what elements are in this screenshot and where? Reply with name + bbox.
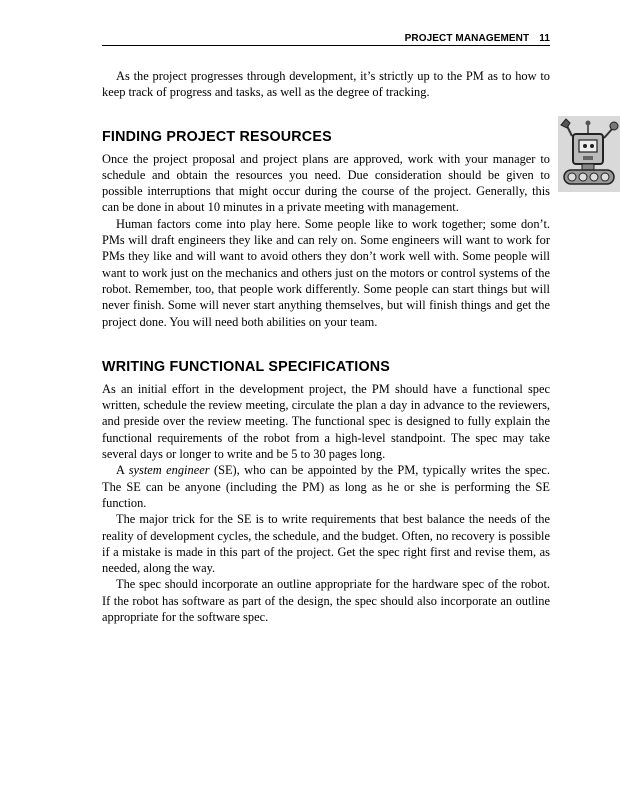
robot-icon [558, 116, 620, 192]
spec-text: (SE), who can be appointed by the PM, typically writes the spec. The SE can be anyone (including the PM) as long as he or she is performing the SE function. [102, 463, 550, 510]
resources-paragraph: Once the project proposal and project plans are approved, work with your manager to schedule and obtain the resources you need. Due consideration should be given to possible interruptions that might occur during the course of the project. Generally, this can be done in about 10 minutes in a private meeting with management. [102, 151, 550, 215]
spec-paragraph: As an initial effort in the development project, the PM should have a functional spec written, schedule the review meeting, circulate the plan a day in advance to the reviewers, and preside over the review meeting. The functional spec is designed to fully explain the functional requirements of the robot from a high-level standpoint. The spec may take several days or longer to write and be 5 to 30 pages long. [102, 381, 550, 462]
resources-paragraph: Human factors come into play here. Some people like to work together; some don’t. PMs will draft engineers they like and can rely on. Some engineers will want to work for PMs they like and will want to avoid others they don’t work well with. Some people will want to work just on the mechanics and others just on the motors or control systems of the robot. Remember, too, that people work differently. Some people can start things but will never finish. Some will never start anything themselves, but will finish things and get the project done. You will need both abilities on your team. [102, 216, 550, 329]
spec-paragraph: The major trick for the SE is to write requirements that best balance the needs of the reality of development cycles, the schedule, and the budget. Often, no recovery is possible if a mistake is made in this part of the project. Get the spec right first and revise them, as needed, along the way. [102, 512, 550, 576]
spec-text: A [116, 463, 129, 478]
intro-paragraph: As the project progresses through development, it’s strictly up to the PM as to how to keep track of progress and tasks, as well as the degree of tracking. [102, 69, 550, 100]
spec-paragraph-se [102, 462, 550, 511]
header-rule [102, 45, 550, 46]
running-title: PROJECT MANAGEMENT [404, 33, 530, 44]
term-system-engineer: system engineer [128, 463, 210, 478]
page-number: 11 [539, 33, 550, 44]
running-head [102, 33, 550, 45]
section-heading-specifications: WRITING FUNCTIONAL SPECIFICATIONS [102, 358, 391, 375]
section-heading-resources: FINDING PROJECT RESOURCES [102, 128, 332, 145]
spec-paragraph: The spec should incorporate an outline appropriate for the hardware spec of the robot. If the robot has software as part of the design, the spec should also incorporate an outline appropriate for the software spec. [102, 577, 550, 625]
page-body [102, 68, 550, 625]
